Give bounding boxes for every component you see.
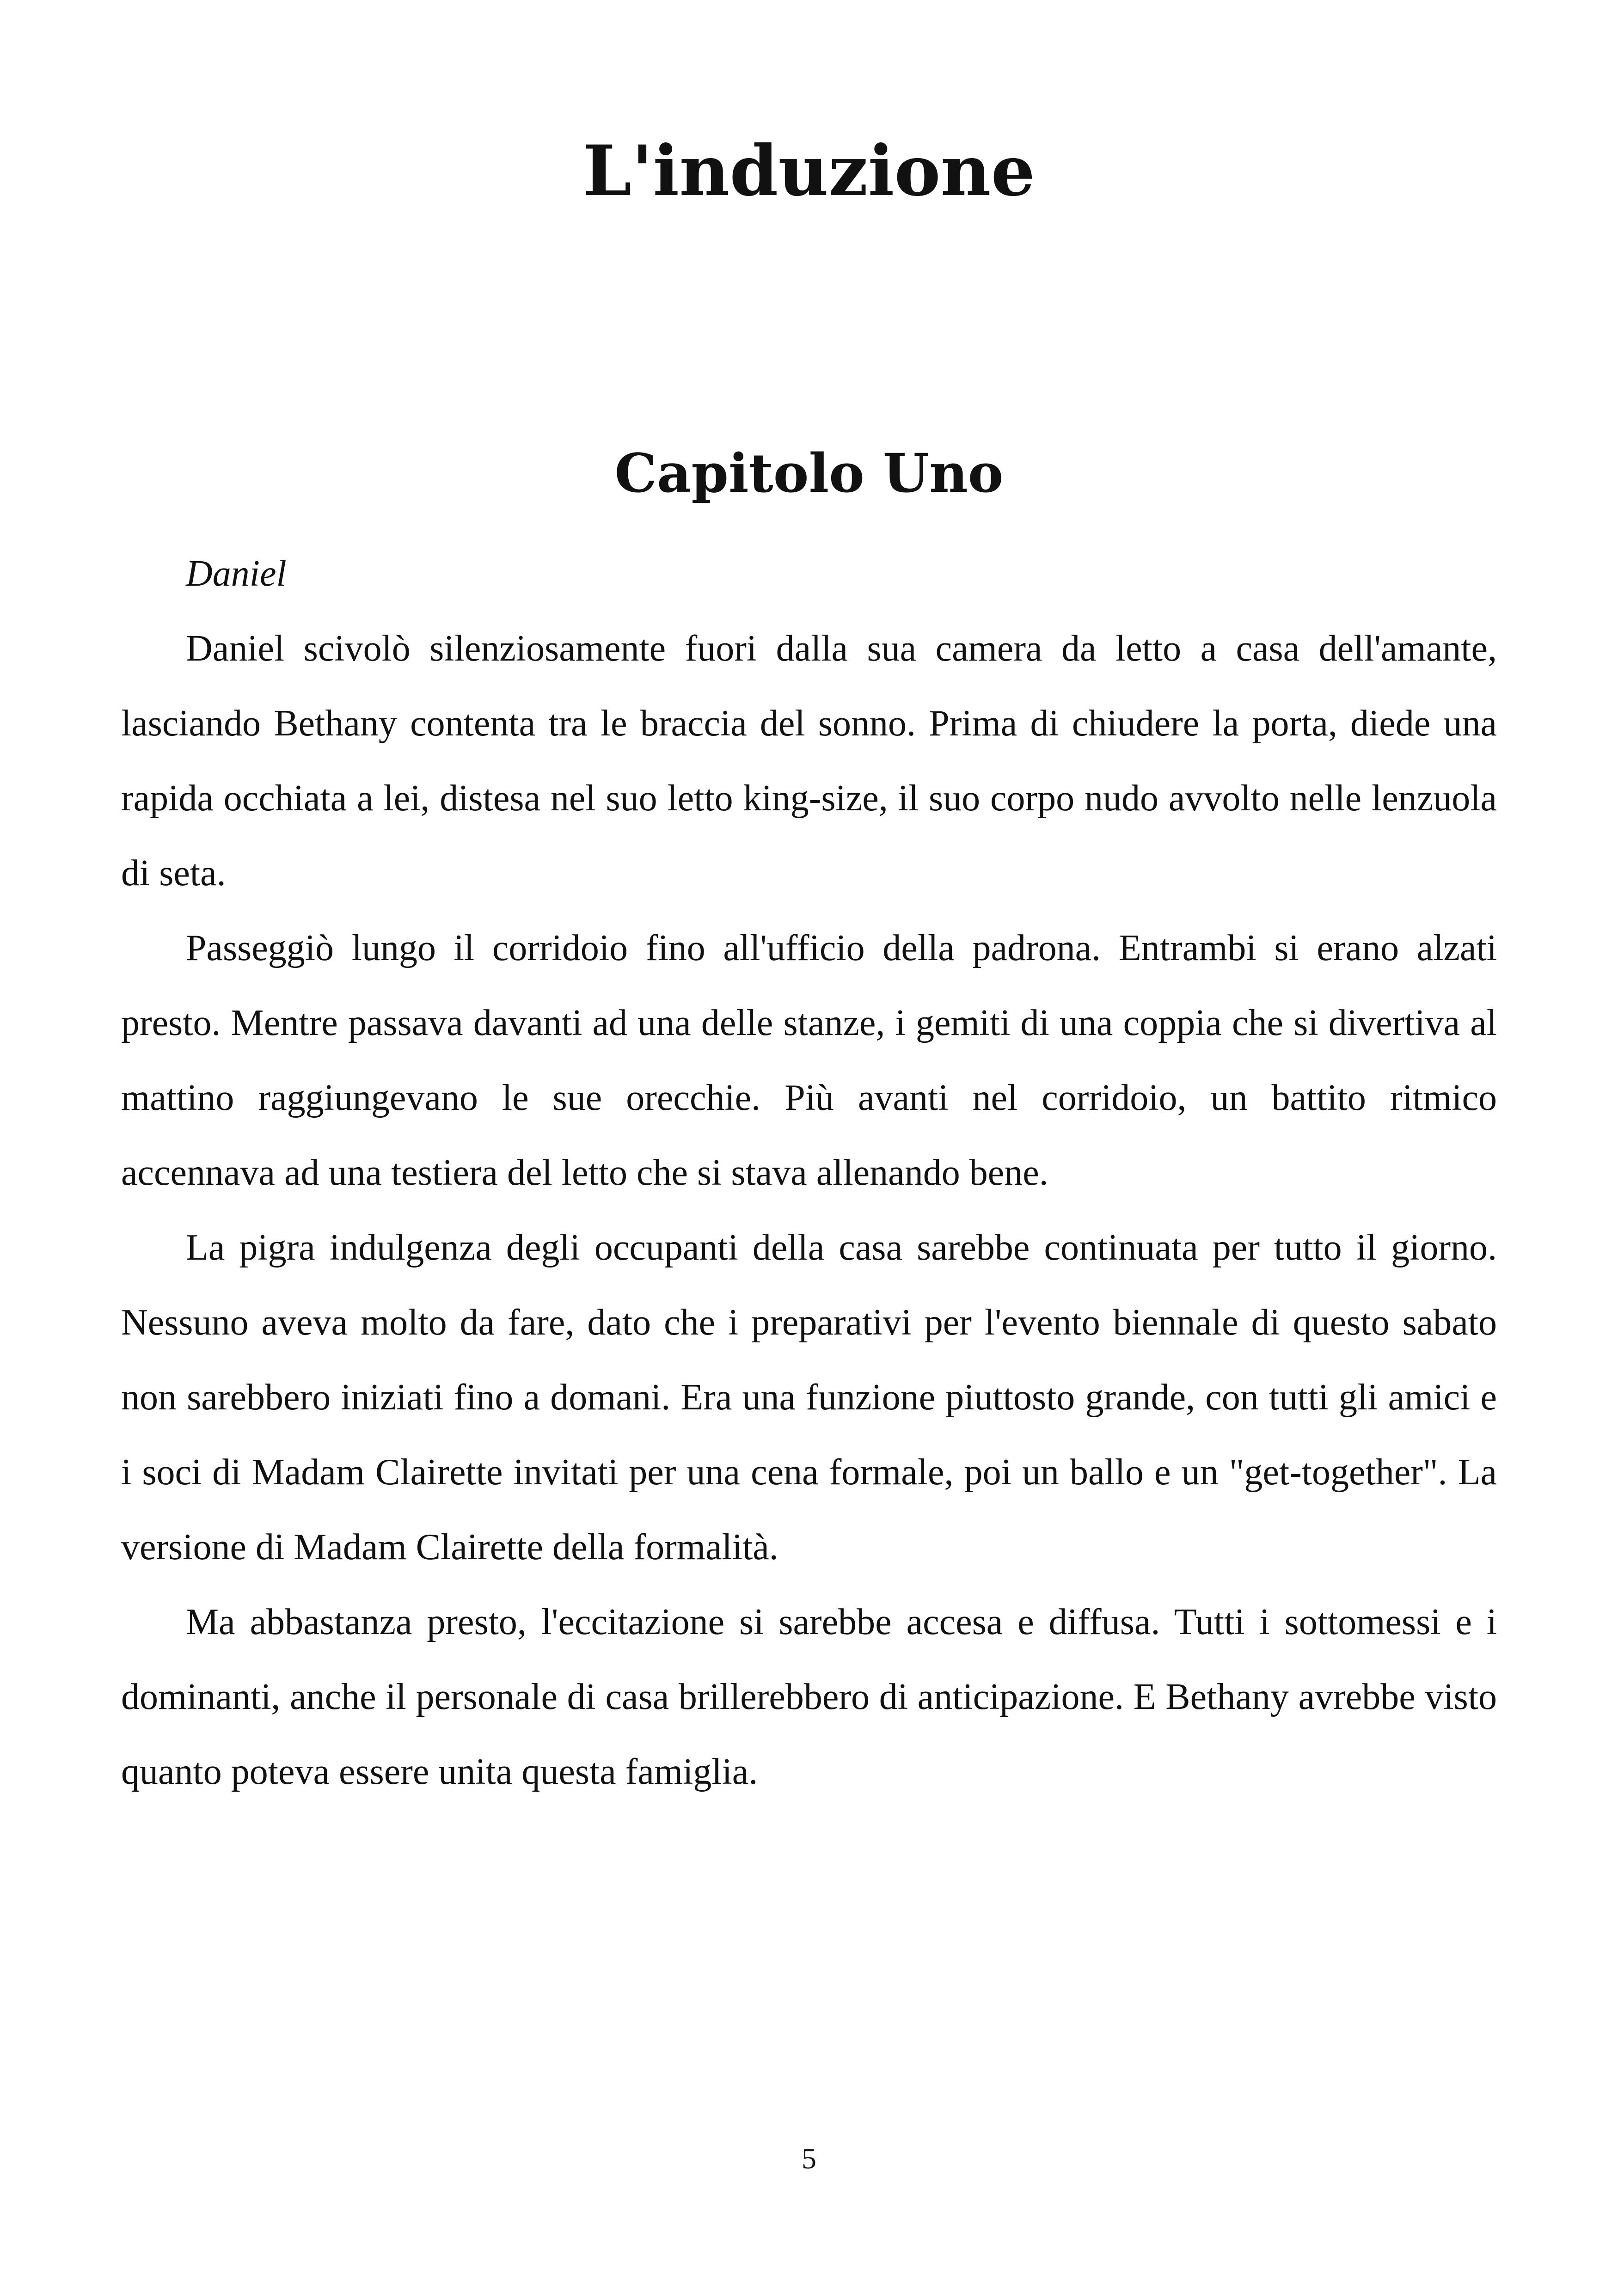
page-number: 5	[802, 2142, 816, 2175]
narrator-heading: Daniel	[186, 553, 287, 594]
chapter-body	[121, 536, 1497, 1809]
paragraph: La pigra indulgenza degli occupanti della casa sarebbe continuata per tutto il giorno. Nessuno aveva molto da fare, dato che i preparativi per l'evento biennale di questo sabato non sarebbero iniziati fino a domani. Era una funzione piuttosto grande, con tutti gli amici e i soci di Madam Clairette invitati per una cena formale, poi un ballo e un "get-together". La versione di Madam Clairette della formalità.	[121, 1227, 1497, 1567]
paragraph: Daniel scivolò silenziosamente fuori dalla sua camera da letto a casa dell'amante, lasciando Bethany contenta tra le braccia del sonno. Prima di chiudere la porta, diede una rapida occhiata a lei, distesa nel suo letto king-size, il suo corpo nudo avvolto nelle lenzuola di seta.	[121, 628, 1497, 894]
paragraph: Ma abbastanza presto, l'eccitazione si sarebbe accesa e diffusa. Tutti i sottomessi e i dominanti, anche il personale di casa brillerebbero di anticipazione. E Bethany avrebbe visto quanto poteva essere unita questa famiglia.	[121, 1602, 1497, 1792]
book-title: L'induzione	[582, 130, 1036, 212]
paragraph: Passeggiò lungo il corridoio fino all'ufficio della padrona. Entrambi si erano alzati presto. Mentre passava davanti ad una delle stanze, i gemiti di una coppia che si divertiva al mattino raggiungevano le sue orecchie. Più avanti nel corridoio, un battito ritmico accennava ad una testiera del letto che si stava allenando bene.	[121, 928, 1497, 1193]
chapter-title: Capitolo Uno	[614, 442, 1004, 505]
